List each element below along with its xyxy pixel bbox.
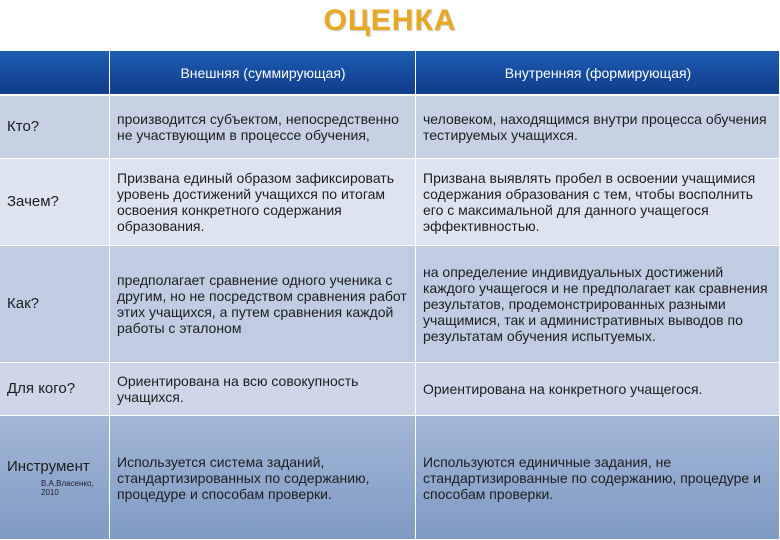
row-label-how: Как? <box>0 246 110 363</box>
row-label-why: Зачем? <box>0 159 110 246</box>
row-label-for-whom: Для кого? <box>0 363 110 416</box>
header-external: Внешняя (суммирующая) <box>110 51 416 96</box>
row-label-instrument: Инструмент <box>7 457 90 475</box>
cell-who-internal: человеком, находящимся внутри процесса обучения тестируемых учащихся. <box>416 96 780 159</box>
cell-instrument-internal: Используются единичные задания, не стандартизированные по содержанию, процедуре и способам проверки. <box>416 416 780 540</box>
assessment-table <box>0 51 780 540</box>
cell-how-internal: на определение индивидуальных достижений каждого учащегося и не предполагает как сравнения результатов, продемонстрированных разными учащимися, так и административных выводов по результатам обучения испытуемых. <box>416 246 780 363</box>
page-title: ОЦЕНКА <box>323 4 457 37</box>
cell-how-external: предполагает сравнение одного ученика с другим, но не посредством сравнения работ этих учащихся, а путем сравнения каждой работы с эталоном <box>110 246 416 363</box>
cell-for-whom-external: Ориентирована на всю совокупность учащихся. <box>110 363 416 416</box>
row-label-instrument-cell <box>0 416 110 540</box>
cell-why-external: Призвана единый образом зафиксировать уровень достижений учащихся по итогам освоения конкретного содержания образования. <box>110 159 416 246</box>
cell-who-external: производится субъектом, непосредственно не участвующим в процессе обучения, <box>110 96 416 159</box>
author-signature: В.А.Власенко, 2010 <box>41 478 94 497</box>
header-empty-cell <box>0 51 110 96</box>
cell-for-whom-internal: Ориентирована на конкретного учащегося. <box>416 363 780 416</box>
row-label-who: Кто? <box>0 96 110 159</box>
header-internal: Внутренняя (формирующая) <box>416 51 780 96</box>
cell-why-internal: Призвана выявлять пробел в освоении учащимися содержания образования с тем, чтобы восполнить его с максимальной для данного учащегося эффективностью. <box>416 159 780 246</box>
cell-instrument-external: Используется система заданий, стандартизированных по содержанию, процедуре и способам проверки. <box>110 416 416 540</box>
